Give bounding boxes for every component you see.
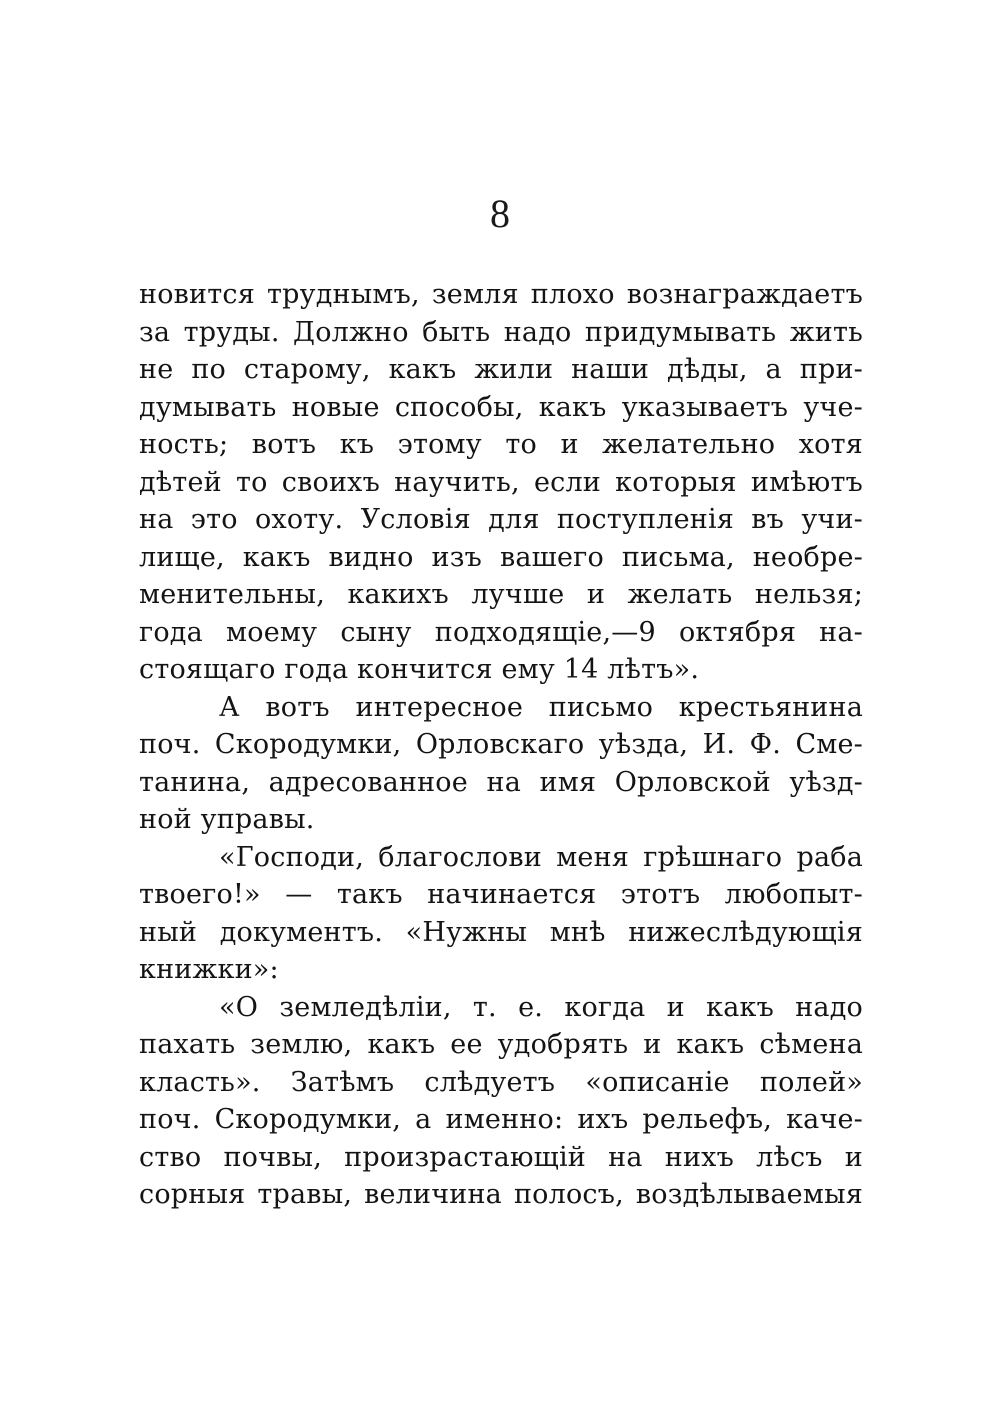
body-text [139,276,863,1214]
paragraph-first-line: «Господи, благослови меня грѣшнаго раба [219,841,863,873]
text-line: стоящаго года кончится ему 14 лѣтъ». [139,654,700,685]
text-line: менительны, какихъ лучше и желать нельзя; [139,579,863,610]
text-line: за труды. Должно быть надо придумывать жить [139,316,863,348]
paragraph-first-line: А вотъ интересное письмо крестьянина [219,691,863,723]
text-line: новится труднымъ, земля плохо вознаграждаетъ [139,279,863,310]
text-line: года моему сыну подходящіе,—9 октября на- [139,616,863,648]
text-line: дѣтей то своихъ научить, если которыя имѣютъ [139,466,863,498]
text-line: танина, адресованное на имя Орловской уѣзд- [139,766,863,798]
text-line: поч. Скородумки, Орловскаго уѣзда, И. Ф. Сме- [139,729,863,760]
text-line: ный документъ. «Нужны мнѣ нижеслѣдующія [139,916,863,948]
text-line: ство почвы, произрастающій на нихъ лѣсъ и [139,1141,863,1173]
page-number: 8 [490,191,510,236]
text-line: твоего!» — такъ начинается этотъ любопыт- [139,879,863,910]
text-line: книжки»: [139,954,279,985]
text-line: думывать новые способы, какъ указываетъ уче- [139,391,863,423]
paragraph-first-line: «О земледѣліи, т. е. когда и какъ надо [219,991,863,1023]
text-line: поч. Скородумки, а именно: ихъ рельефъ, каче- [139,1104,863,1135]
text-line: ность; вотъ къ этому то и желательно хотя [139,429,863,460]
text-line: пахать землю, какъ ее удобрять и какъ сѣмена [139,1029,863,1060]
text-line: класть». Затѣмъ слѣдуетъ «описаніе полей» [139,1066,863,1098]
text-line: сорныя травы, величина полосъ, воздѣлываемыя [139,1179,863,1210]
text-line: на это охоту. Условія для поступленія въ учи- [139,504,863,535]
text-line: не по старому, какъ жили наши дѣды, а при- [139,354,863,385]
text-line: лище, какъ видно изъ вашего письма, необре- [139,541,863,573]
text-line: ной управы. [139,804,315,835]
